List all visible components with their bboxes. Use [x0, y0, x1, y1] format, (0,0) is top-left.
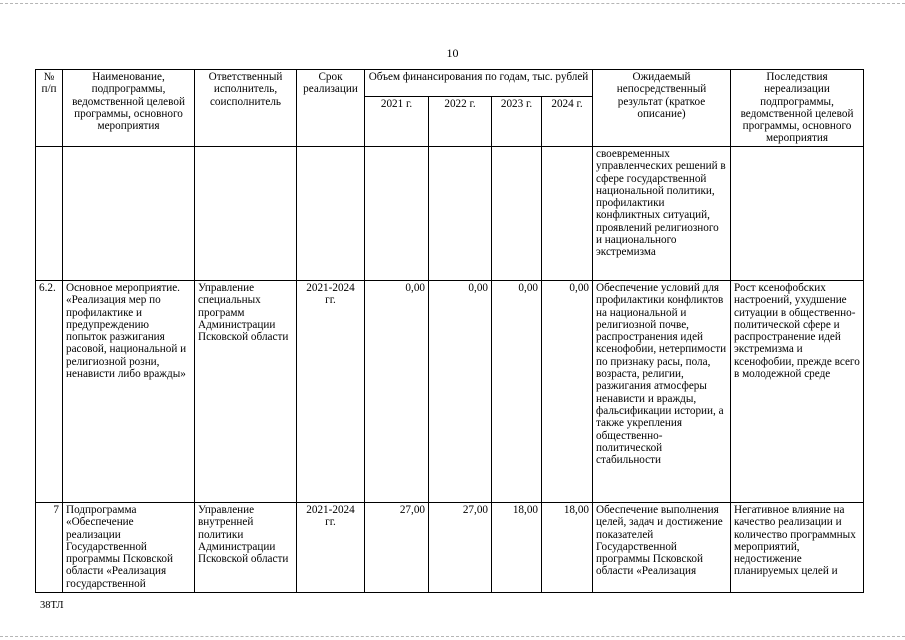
cell-name	[63, 503, 195, 593]
cell-name: Основное мероприятие. «Реализация мер по профилактике и предупреждению попыток разжигания расовой, национальной и религиозной розни, ненависти либо вражды»	[63, 281, 195, 503]
cell-consequences: Рост ксенофобских настроений, ухудшение ситуации в общественно-политической сфере и распространение идей экстремизма и ксенофобии, прежде всего в молодежной среде	[731, 281, 864, 503]
cell-consequences	[731, 147, 864, 281]
header-year-2024: 2024 г.	[542, 97, 593, 147]
table-row	[36, 147, 864, 281]
header-consequences: Последствия нереализации подпрограммы, ведомственной целевой программы, основного мероприятия	[731, 70, 864, 147]
cell-consequences	[731, 503, 864, 593]
header-year-2022: 2022 г.	[429, 97, 492, 147]
cell-value-2023: 0,00	[492, 281, 542, 503]
cell-term: 2021-2024 гг.	[297, 503, 365, 593]
cell-value-2022: 0,00	[429, 281, 492, 503]
header-term: Срок реализации	[297, 70, 365, 147]
cell-value-2022: 27,00	[429, 503, 492, 593]
table-row	[36, 281, 864, 503]
cell-value-2021	[365, 147, 429, 281]
page-number: 10	[446, 46, 459, 60]
header-name: Наименование, подпрограммы, ведомственной целевой программы, основного мероприятия	[63, 70, 195, 147]
cell-executor	[195, 147, 297, 281]
header-financing: Объем финансирования по годам, тыс. рублей	[365, 70, 593, 97]
cell-executor: Управление внутренней политики Администрации Псковской области	[195, 503, 297, 593]
program-table	[35, 69, 864, 593]
cell-result-text: Обеспечение выполнения целей, задач и достижение показателей Государственной программы Псковской области «Реализация	[596, 504, 723, 578]
cell-name-text: Подпрограмма «Обеспечение реализации Государственной программы Псковской области «Реализация государственной	[66, 504, 173, 590]
cell-value-2022	[429, 147, 492, 281]
cell-num	[36, 147, 63, 281]
cell-term: 2021-2024 гг.	[297, 281, 365, 503]
cell-value-2023: 18,00	[492, 503, 542, 593]
header-year-2023: 2023 г.	[492, 97, 542, 147]
cell-result	[593, 503, 731, 593]
header-executor: Ответственный исполнитель, соисполнитель	[195, 70, 297, 147]
cell-value-2024	[542, 147, 593, 281]
cell-result: Обеспечение условий для профилактики конфликтов на национальной и религиозной почве, распространения идей ксенофобии, нетерпимости по признаку расы, пола, возраста, религии, разжигания атмосферы ненависти и вражды, фальсификации истории, а также укрепления общественно-политической стабильности	[593, 281, 731, 503]
header-num: № п/п	[36, 70, 63, 147]
cell-num: 6.2.	[36, 281, 63, 503]
scan-edge-top	[0, 3, 905, 4]
cell-name	[63, 147, 195, 281]
cell-value-2024: 18,00	[542, 503, 593, 593]
cell-value-2021: 27,00	[365, 503, 429, 593]
cell-num: 7	[36, 503, 63, 593]
cell-term	[297, 147, 365, 281]
cell-value-2024: 0,00	[542, 281, 593, 503]
table-row	[36, 503, 864, 593]
cell-consequences-text: Негативное влияние на качество реализации и количество программных мероприятий, недостижение планируемых целей и	[734, 504, 856, 578]
cell-result: своевременных управленческих решений в сфере государственной национальной политики, профилактики конфликтных ситуаций, проявлений религиозного и национального экстремизма	[593, 147, 731, 281]
header-result: Ожидаемый непосредственный результат (краткое описание)	[593, 70, 731, 147]
cell-value-2021: 0,00	[365, 281, 429, 503]
footer-code: 38ТЛ	[40, 600, 64, 611]
header-year-2021: 2021 г.	[365, 97, 429, 147]
cell-executor: Управление специальных программ Администрации Псковской области	[195, 281, 297, 503]
scan-edge-bottom	[0, 636, 905, 637]
cell-value-2023	[492, 147, 542, 281]
